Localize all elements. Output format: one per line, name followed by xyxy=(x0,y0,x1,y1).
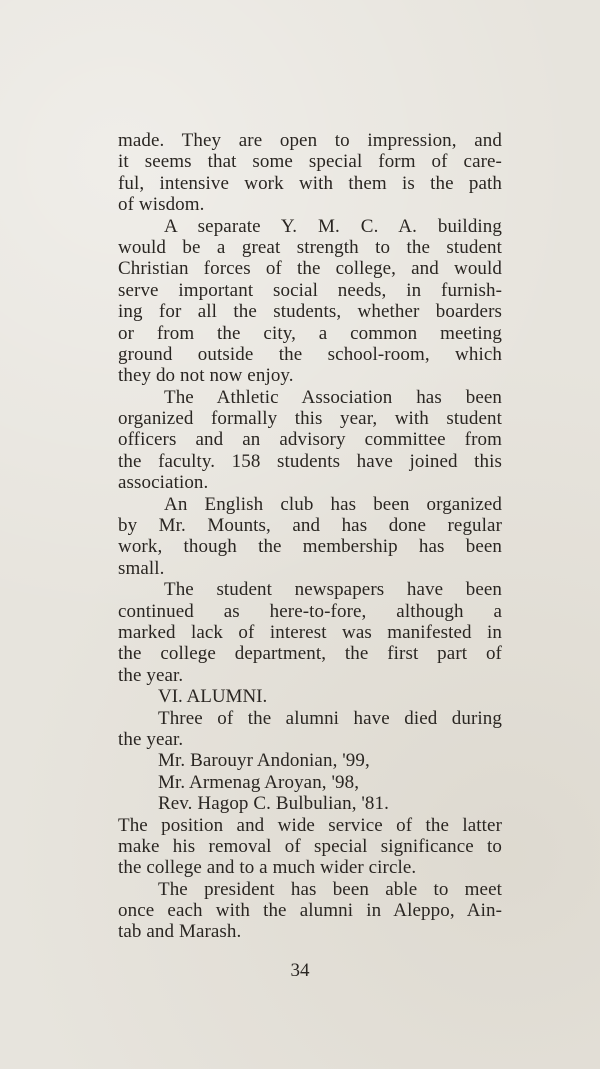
text-line: the college and to a much wider circle. xyxy=(118,857,417,879)
text-line: Three of the alumni have died during xyxy=(158,707,502,729)
text-line: ground outside the school-room, which xyxy=(118,343,502,365)
text-line: the college department, the first part of xyxy=(118,643,502,665)
text-line: The student newspapers have been xyxy=(164,579,502,601)
text-line: would be a great strength to the student xyxy=(118,236,502,258)
section-heading: VI. ALUMNI. xyxy=(158,686,268,708)
page-text xyxy=(118,130,502,943)
page-number: 34 xyxy=(290,960,310,981)
text-line: The president has been able to meet xyxy=(158,878,502,900)
text-line: A separate Y. M. C. A. building xyxy=(164,215,502,237)
alumni-entry: Mr. Barouyr Andonian, '99, xyxy=(158,750,370,772)
text-line: ing for all the students, whether boarders xyxy=(118,301,502,323)
text-line: once each with the alumni in Aleppo, Ain- xyxy=(118,900,502,922)
text-line: of wisdom. xyxy=(118,194,205,216)
text-line: the faculty. 158 students have joined this xyxy=(118,450,502,472)
text-line: by Mr. Mounts, and has done regular xyxy=(118,515,502,537)
text-line: Christian forces of the college, and would xyxy=(118,258,502,280)
text-line: serve important social needs, in furnish- xyxy=(118,279,502,301)
text-line: tab and Marash. xyxy=(118,921,242,943)
text-line: work, though the membership has been xyxy=(118,536,502,558)
text-line: marked lack of interest was manifested in xyxy=(118,621,502,643)
text-line: or from the city, a common meeting xyxy=(118,322,502,344)
text-line: officers and an advisory committee from xyxy=(118,429,502,451)
text-line: ful, intensive work with them is the path xyxy=(118,172,502,194)
text-line: organized formally this year, with student xyxy=(118,408,502,430)
alumni-entry: Mr. Armenag Aroyan, '98, xyxy=(158,771,360,793)
text-line: The position and wide service of the latter xyxy=(118,814,502,836)
text-line: it seems that some special form of care- xyxy=(118,151,502,173)
text-line: An English club has been organized xyxy=(164,493,502,515)
text-line: the year. xyxy=(118,664,184,686)
text-line: they do not now enjoy. xyxy=(118,365,294,387)
text-line: association. xyxy=(118,472,209,494)
text-line: small. xyxy=(118,557,165,579)
text-line: made. They are open to impression, and xyxy=(118,130,502,151)
text-line: continued as here-to-fore, although a xyxy=(118,600,502,622)
text-line: The Athletic Association has been xyxy=(164,386,502,408)
text-line: make his removal of special significance to xyxy=(118,835,502,857)
alumni-entry: Rev. Hagop C. Bulbulian, '81. xyxy=(158,793,389,815)
text-line: the year. xyxy=(118,728,184,750)
